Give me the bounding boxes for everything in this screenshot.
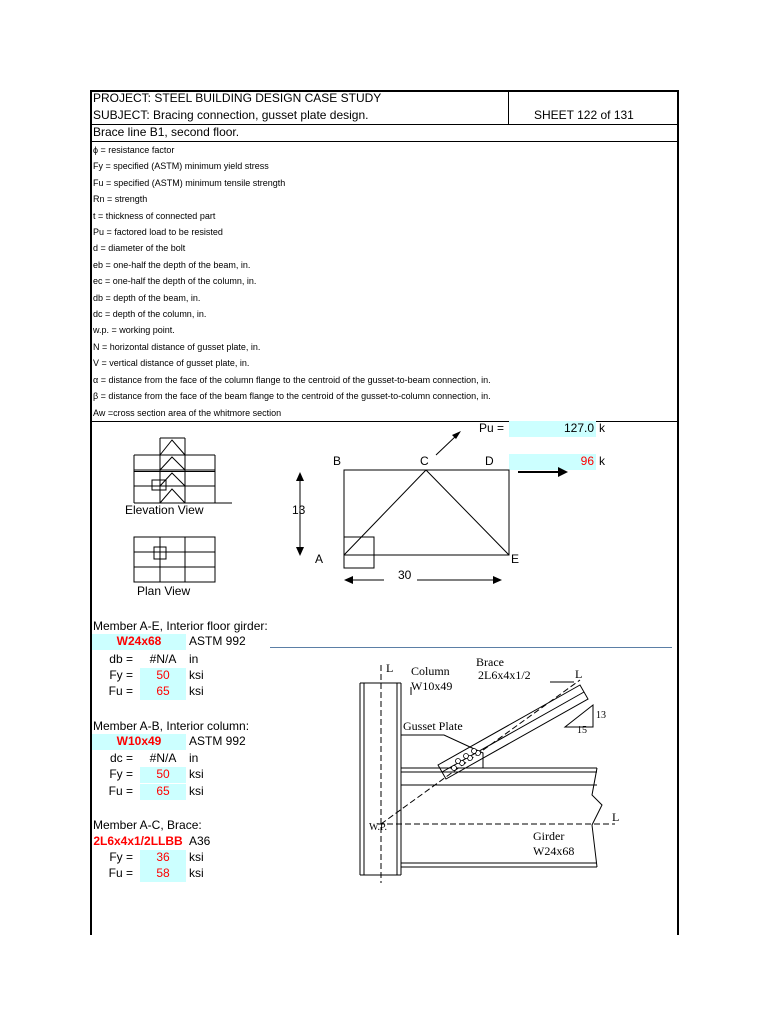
pu-label: Pu = — [479, 421, 505, 435]
gusset-connection-detail — [350, 655, 640, 885]
brace-grade: A36 — [189, 834, 211, 848]
height-dimension: 13 — [292, 503, 306, 517]
brace-line-title: Brace line B1, second floor. — [93, 125, 240, 139]
definitions-list — [93, 142, 491, 421]
definition-item: ec = one-half the depth of the column, in. — [93, 276, 257, 287]
definition-item: V = vertical distance of gusset plate, in. — [93, 358, 250, 369]
column-dc-unit: in — [189, 751, 199, 765]
elevation-view-drawing — [134, 438, 232, 503]
brace-fy-unit: ksi — [189, 850, 204, 864]
brace-title: Member A-C, Brace: — [93, 818, 202, 832]
bay-geometry-diagram — [280, 425, 580, 590]
column-detail-label: Column — [411, 664, 450, 678]
girder-fy-cell[interactable]: 50 — [140, 668, 186, 684]
column-fy-label: Fy = — [109, 767, 133, 781]
section-divider — [270, 647, 672, 648]
working-point-label: W.P. — [369, 822, 387, 833]
girder-fy-label: Fy = — [109, 668, 133, 682]
gusset-plate-label: Gusset Plate — [403, 719, 463, 733]
brace-fu-cell[interactable]: 58 — [140, 866, 186, 882]
girder-section-cell[interactable]: W24x68 — [92, 634, 186, 650]
girder-db-value: #N/A — [149, 652, 177, 666]
project-title: PROJECT: STEEL BUILDING DESIGN CASE STUDY — [93, 91, 382, 105]
column-fy-unit: ksi — [189, 767, 204, 781]
brace-fy-cell[interactable]: 36 — [140, 850, 186, 866]
horizontal-load-unit: k — [599, 454, 605, 468]
brace-fy-label: Fy = — [109, 850, 133, 864]
point-a-label: A — [315, 552, 324, 566]
centerline-symbol: L — [386, 661, 394, 675]
definition-item: ϕ = resistance factor — [93, 145, 175, 155]
girder-fu-unit: ksi — [189, 684, 204, 698]
point-e-label: E — [511, 552, 520, 566]
elevation-view-label: Elevation View — [125, 503, 204, 517]
definition-item: Fy = specified (ASTM) minimum yield stress — [93, 161, 269, 172]
definition-item: N = horizontal distance of gusset plate, in. — [93, 341, 261, 352]
column-dc-value: #N/A — [149, 751, 177, 765]
definition-item: α = distance from the face of the column flange to the centroid of the gusset-to-beam connection, in. — [93, 374, 491, 385]
girder-db-label: db = — [109, 652, 133, 666]
girder-fu-cell[interactable]: 65 — [140, 684, 186, 700]
brace-fu-unit: ksi — [189, 866, 204, 880]
point-b-label: B — [333, 454, 342, 468]
centerline-symbol: L — [612, 810, 620, 824]
definition-item: eb = one-half the depth of the beam, in. — [93, 259, 251, 270]
centerline-symbol: L — [575, 667, 583, 681]
subject-title: SUBJECT: Bracing connection, gusset plate design. — [93, 108, 369, 122]
pu-unit: k — [599, 421, 605, 435]
definition-item: Pu = factored load to be resisted — [93, 227, 223, 238]
definition-item: Rn = strength — [93, 194, 148, 205]
definition-item: Fu = specified (ASTM) minimum tensile strength — [93, 177, 286, 188]
definition-item: w.p. = working point. — [93, 325, 175, 336]
column-fu-unit: ksi — [189, 784, 204, 798]
slope-horizontal-label: 15 — [577, 725, 587, 736]
column-fu-label: Fu = — [108, 784, 133, 798]
pu-value-cell[interactable]: 127.0 — [509, 421, 596, 437]
girder-grade: ASTM 992 — [189, 634, 246, 648]
plan-view-label: Plan View — [137, 584, 191, 598]
girder-db-unit: in — [189, 652, 199, 666]
brace-detail-section: 2L6x4x1/2 — [478, 668, 531, 682]
sheet-number: SHEET 122 of 131 — [534, 108, 634, 122]
horizontal-load-cell[interactable]: 96 — [509, 454, 596, 470]
column-grade: ASTM 992 — [189, 734, 246, 748]
definition-item: β = distance from the face of the beam flange to the centroid of the gusset-to-column connection, in. — [93, 391, 491, 402]
brace-detail-label: Brace — [476, 655, 504, 669]
point-c-label: C — [420, 454, 429, 468]
slope-vertical-label: 13 — [596, 710, 606, 721]
definition-item: Aw =cross section area of the whitmore section — [93, 407, 282, 418]
width-dimension: 30 — [398, 568, 412, 582]
point-d-label: D — [485, 454, 494, 468]
column-title: Member A-B, Interior column: — [93, 719, 250, 733]
girder-fy-unit: ksi — [189, 668, 204, 682]
column-dc-label: dc = — [109, 751, 133, 765]
column-fy-cell[interactable]: 50 — [140, 767, 186, 783]
brace-fu-label: Fu = — [108, 866, 133, 880]
girder-detail-section: W24x68 — [533, 844, 575, 858]
girder-title: Member A-E, Interior floor girder: — [93, 619, 268, 633]
definition-item: dc = depth of the column, in. — [93, 309, 207, 320]
definition-item: d = diameter of the bolt — [93, 243, 186, 254]
girder-fu-label: Fu = — [108, 684, 133, 698]
column-section-cell[interactable]: W10x49 — [92, 734, 186, 750]
girder-detail-label: Girder — [533, 829, 565, 843]
definition-item: db = depth of the beam, in. — [93, 292, 201, 303]
column-fu-cell[interactable]: 65 — [140, 784, 186, 800]
brace-section-value: 2L6x4x1/2LLBB — [93, 834, 183, 848]
plan-view-drawing — [134, 537, 215, 582]
column-detail-section: W10x49 — [411, 679, 453, 693]
definition-item: t = thickness of connected part — [93, 210, 216, 221]
